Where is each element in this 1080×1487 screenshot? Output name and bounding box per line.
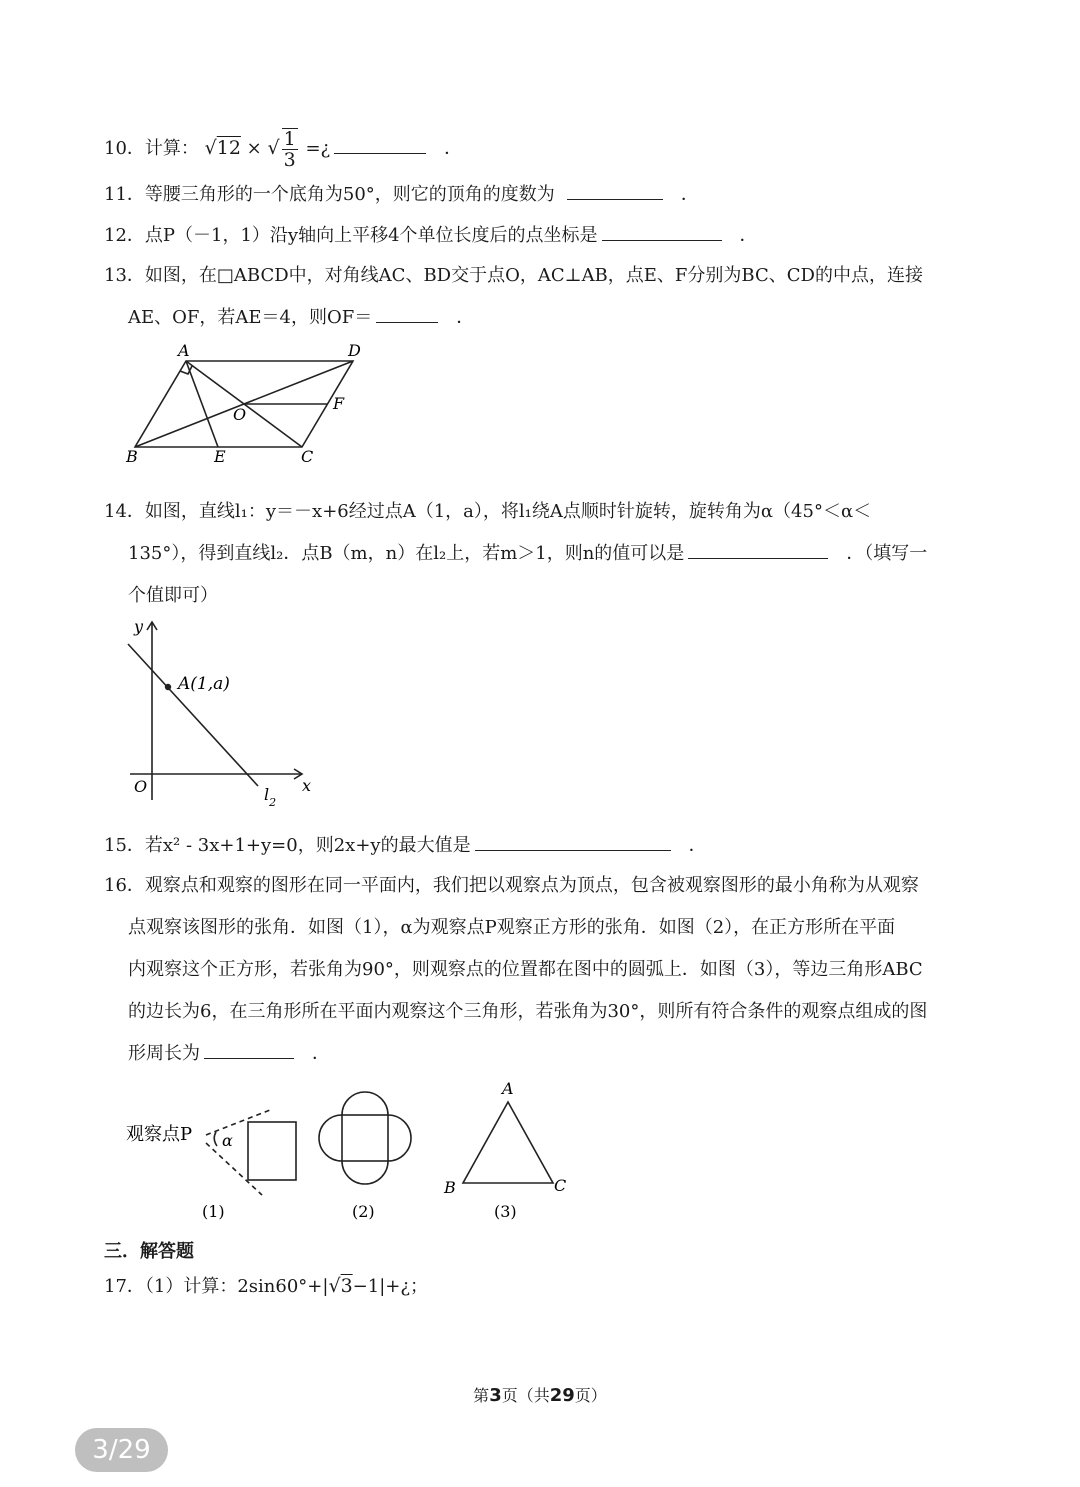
- question-15: [104, 834, 707, 858]
- label-x: x: [302, 776, 312, 795]
- arc-top: [342, 1092, 388, 1115]
- arc-bottom: [342, 1161, 388, 1184]
- q16-text-line4: 的边长为6，在三角形所在平面内观察这个三角形，若张角为30°，则所有符合条件的观察点组成的图: [128, 1001, 928, 1022]
- q12-number: 12．: [104, 225, 145, 246]
- answer-blank-12[interactable]: [602, 224, 722, 241]
- question-16-line2: [128, 916, 895, 940]
- label-origin: O: [134, 777, 148, 796]
- point-a: [165, 684, 171, 690]
- q10-end: ．: [444, 138, 463, 159]
- question-14-line2: [128, 542, 927, 566]
- q16-text-line1: 观察点和观察的图形在同一平面内，我们把以观察点为顶点，包含被观察图形的最小角称为从观察: [144, 875, 919, 896]
- label-b: B: [126, 447, 138, 466]
- q16-number: 16．: [104, 875, 145, 896]
- q16-text-line2: 点观察该图形的张角．如图（1），α为观察点P观察正方形的张角．如图（2），在正方形所在平面: [128, 917, 896, 938]
- q12-end: ．: [739, 225, 758, 246]
- times-sign: ×: [246, 138, 262, 159]
- q11-end: ．: [680, 184, 699, 205]
- square-fig2: [342, 1115, 388, 1161]
- q13-text-line2: AE、OF，若AE＝4，则OF＝: [128, 307, 373, 328]
- angle-arc: [214, 1132, 217, 1146]
- label-l2: $l_2$: [264, 785, 277, 809]
- question-14-line3: [128, 584, 218, 608]
- q17-text: （1）计算：2sin60°+|: [144, 1276, 329, 1297]
- question-11: [104, 183, 699, 207]
- q14-line2-end: ．（填写一: [846, 543, 928, 564]
- question-13-line1: [104, 264, 923, 288]
- equilateral-triangle: [463, 1102, 553, 1183]
- label-observation-point: 观察点P: [126, 1124, 193, 1145]
- section-heading: 三．解答题: [104, 1241, 194, 1262]
- footer-total-pages: 29: [549, 1385, 575, 1406]
- q16-text-line3: 内观察这个正方形，若张角为90°，则观察点的位置都在图中的圆弧上．如图（3），等边三角形ABC: [128, 959, 923, 980]
- answer-blank-11[interactable]: [567, 183, 663, 200]
- question-10: [104, 128, 462, 170]
- q14-number: 14．: [104, 501, 145, 522]
- dashed-ray-lower: [206, 1143, 262, 1195]
- label-f: F: [333, 394, 345, 413]
- parallelogram-figure: [120, 338, 370, 468]
- q11-text: 等腰三角形的一个底角为50°，则它的顶角的度数为: [144, 184, 555, 205]
- footer-mid: 页（共: [501, 1386, 550, 1405]
- viewing-angle-figures: [120, 1075, 590, 1230]
- q16-text-line5: 形周长为: [128, 1043, 200, 1064]
- q10-number: 10．: [104, 138, 145, 159]
- arc-left: [319, 1115, 342, 1161]
- sqrt-3: √3: [328, 1275, 353, 1297]
- answer-blank-15[interactable]: [475, 834, 671, 851]
- q13-text-line1: 如图，在□ABCD中，对角线AC、BD交于点O，AC⊥AB，点E、F分别为BC、CD的中点，连接: [144, 265, 923, 286]
- q15-end: ．: [688, 835, 707, 856]
- question-16-line3: [128, 958, 923, 982]
- label-triangle-b: B: [444, 1178, 456, 1197]
- q10-prefix: 计算：: [144, 138, 199, 159]
- footer-page-number: 3: [489, 1385, 502, 1406]
- answer-blank-13[interactable]: [376, 306, 438, 323]
- question-16-line5: [128, 1042, 330, 1066]
- footer-pre: 第: [473, 1386, 490, 1405]
- question-16-line4: [128, 1000, 927, 1024]
- equals-sign: =¿: [305, 138, 331, 159]
- square-fig1: [248, 1122, 296, 1180]
- line-l2: [128, 644, 258, 786]
- caption-fig2: (2): [352, 1202, 375, 1221]
- label-d: D: [348, 341, 361, 360]
- label-e: E: [214, 447, 226, 466]
- answer-blank-14[interactable]: [688, 542, 828, 559]
- q17-after: −1|+¿；: [352, 1276, 428, 1297]
- q14-text-line2: 135°），得到直线l₂．点B（m，n）在l₂上，若m＞1，则n的值可以是: [128, 543, 685, 564]
- q16-end: ．: [312, 1043, 330, 1064]
- coordinate-figure: [120, 614, 320, 814]
- answer-blank-16[interactable]: [204, 1042, 294, 1059]
- caption-fig3: (3): [494, 1202, 517, 1221]
- q15-text: 若x² - 3x+1+y=0，则2x+y的最大值是: [144, 835, 471, 856]
- caption-fig1: (1): [202, 1202, 225, 1221]
- label-o: O: [233, 405, 247, 424]
- sqrt-12: √12: [204, 137, 241, 159]
- label-triangle-c: C: [554, 1176, 567, 1195]
- answer-blank-10[interactable]: [334, 137, 426, 154]
- label-alpha: α: [222, 1131, 233, 1150]
- label-triangle-a: A: [502, 1079, 514, 1098]
- q15-number: 15．: [104, 835, 145, 856]
- label-a: A: [178, 341, 190, 360]
- question-13-line2: [128, 306, 474, 330]
- label-c: C: [301, 447, 314, 466]
- page-footer: [0, 1383, 1080, 1406]
- q14-text-line3: 个值即可）: [128, 585, 218, 606]
- q14-text-line1: 如图，直线l₁：y＝－x+6经过点A（1，a），将l₁绕A点顺时针旋转，旋转角为α（45°＜α＜: [144, 501, 872, 522]
- q13-end: ．: [456, 307, 475, 328]
- question-17: [104, 1274, 428, 1299]
- sqrt-one-third: √ $\frac{1}{3}$: [267, 128, 296, 171]
- footer-post: 页）: [574, 1386, 607, 1405]
- question-12: [104, 224, 758, 248]
- label-point-a: A(1,a): [178, 674, 230, 694]
- segment-ae: [186, 361, 218, 447]
- q11-number: 11．: [104, 184, 145, 205]
- q13-number: 13．: [104, 265, 145, 286]
- q17-number: 17．: [104, 1276, 145, 1297]
- question-14-line1: [104, 500, 871, 524]
- arc-right: [388, 1115, 411, 1161]
- page-indicator[interactable]: 3/29: [75, 1428, 168, 1472]
- question-16-line1: [104, 874, 919, 898]
- q12-text: 点P（－1，1）沿y轴向上平移4个单位长度后的点坐标是: [144, 225, 598, 246]
- label-y: y: [134, 617, 144, 636]
